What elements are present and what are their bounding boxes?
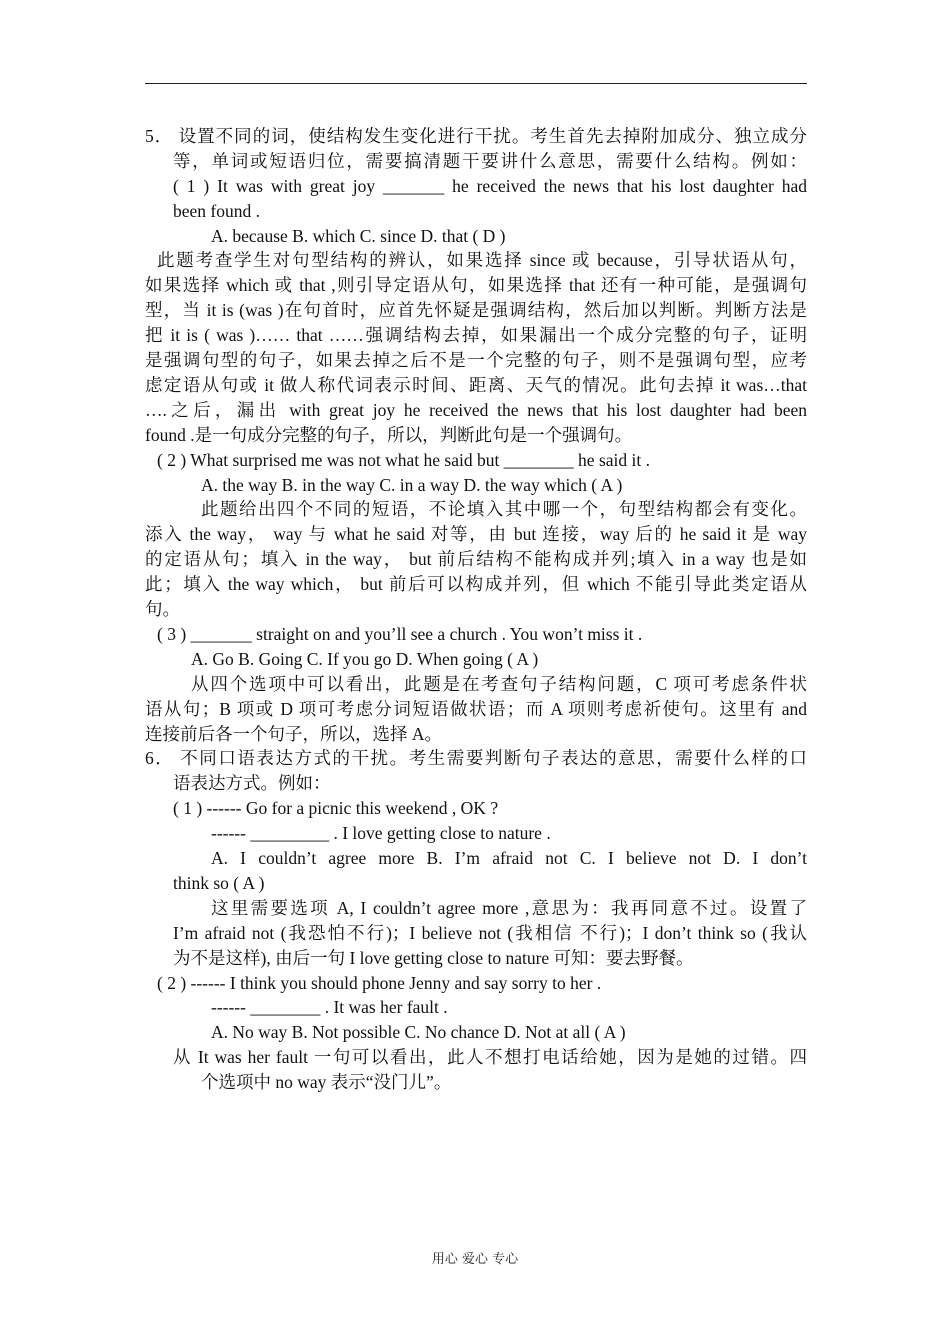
text-line: 从 It was her fault 一句可以看出，此人不想打电话给她，因为是她的过错。四: [173, 1047, 807, 1068]
text-line: found .是一句成分完整的句子，所以，判断此句是一个强调句。: [145, 424, 633, 445]
text-line: 此；填入 the way which， but 前后可以构成并列，但 which 不能引导此类定语从: [145, 574, 807, 595]
header-rule: [145, 83, 807, 84]
text-line: 是强调句型的句子，如果去掉之后不是一个完整的句子，则不是强调句型，应考: [145, 350, 807, 371]
text-line: been found .: [173, 200, 260, 221]
text-line: ( 2 ) What surprised me was not what he said but ________ he said it .: [157, 449, 650, 470]
text-line: 等，单词或短语归位，需要搞清题干要讲什么意思，需要什么结构。例如：: [173, 150, 807, 171]
text-line: 6． 不同口语表达方式的干扰。考生需要判断句子表达的意思，需要什么样的口: [145, 748, 807, 769]
text-line: ( 1 ) ------ Go for a picnic this weekend , OK ?: [173, 798, 499, 819]
text-line: ( 3 ) _______ straight on and you’ll see a church . You won’t miss it .: [157, 623, 643, 644]
text-line: I’m afraid not (我恐怕不行)；I believe not (我相信 不行)；I don’t think so (我认: [173, 922, 807, 943]
text-line: 型，当 it is (was )在句首时，应首先怀疑是强调结构，然后加以判断。判断方法是: [145, 300, 807, 321]
text-line: 5． 设置不同的词，使结构发生变化进行干扰。考生首先去掉附加成分、独立成分: [145, 126, 807, 146]
text-line: 语从句；B 项或 D 项可考虑分词短语做状语；而 A 项则考虑祈使句。这里有 and: [145, 698, 807, 719]
text-line: 句。: [145, 599, 180, 619]
text-line: ------ _________ . I love getting close to nature .: [211, 823, 551, 844]
text-line: A. because B. which C. since D. that ( D ): [211, 225, 506, 246]
text-line: 这里需要选项 A, I couldn’t agree more ,意思为：我再同意不过。设置了: [211, 897, 807, 918]
text-line: A. the way B. in the way C. in a way D. the way which ( A ): [201, 474, 623, 495]
text-line: 连接前后各一个句子，所以，选择 A。: [145, 723, 443, 744]
text-line: think so ( A ): [173, 872, 265, 893]
document-body: [145, 124, 807, 1095]
text-line: 个选项中 no way 表示“没门儿”。: [201, 1072, 452, 1093]
text-line: 此题给出四个不同的短语，不论填入其中哪一个，句型结构都会有变化。: [201, 499, 807, 520]
text-line: ….之后，漏出 with great joy he received the news that his lost daughter had been: [145, 399, 807, 420]
text-line: 如果选择 which 或 that ,则引导定语从句，如果选择 that 还有一种可能，是强调句: [145, 275, 807, 296]
text-line: A. I couldn’t agree more B. I’m afraid not C. I believe not D. I don’t: [211, 848, 807, 869]
text-line: 此题考查学生对句型结构的辨认，如果选择 since 或 because，引导状语从句，: [157, 250, 807, 271]
text-line: ( 1 ) It was with great joy _______ he received the news that his lost daughter had: [173, 175, 807, 196]
text-line: ------ ________ . It was her fault .: [211, 997, 448, 1018]
text-line: 为不是这样), 由后一句 I love getting close to nature 可知：要去野餐。: [173, 947, 694, 968]
text-line: 从四个选项中可以看出，此题是在考查句子结构问题，C 项可考虑条件状: [191, 673, 807, 694]
text-line: A. Go B. Going C. If you go D. When going ( A ): [191, 648, 539, 669]
text-line: ( 2 ) ------ I think you should phone Jenny and say sorry to her .: [157, 972, 602, 993]
text-line: 的定语从句；填入 in the way， but 前后结构不能构成并列;填入 in a way 也是如: [145, 549, 807, 570]
page-footer: 用心 爱心 专心: [431, 1252, 519, 1267]
text-line: 语表达方式。例如：: [173, 773, 331, 794]
text-line: A. No way B. Not possible C. No chance D. Not at all ( A ): [211, 1022, 626, 1043]
text-line: 虑定语从句或 it 做人称代词表示时间、距离、天气的情况。此句去掉 it was…that: [145, 374, 807, 395]
text-line: 添入 the way， way 与 what he said 对等，由 but 连接，way 后的 he said it 是 way: [145, 524, 807, 545]
text-line: 把 it is ( was )…… that ……强调结构去掉，如果漏出一个成分完整的句子，证明: [145, 325, 807, 346]
